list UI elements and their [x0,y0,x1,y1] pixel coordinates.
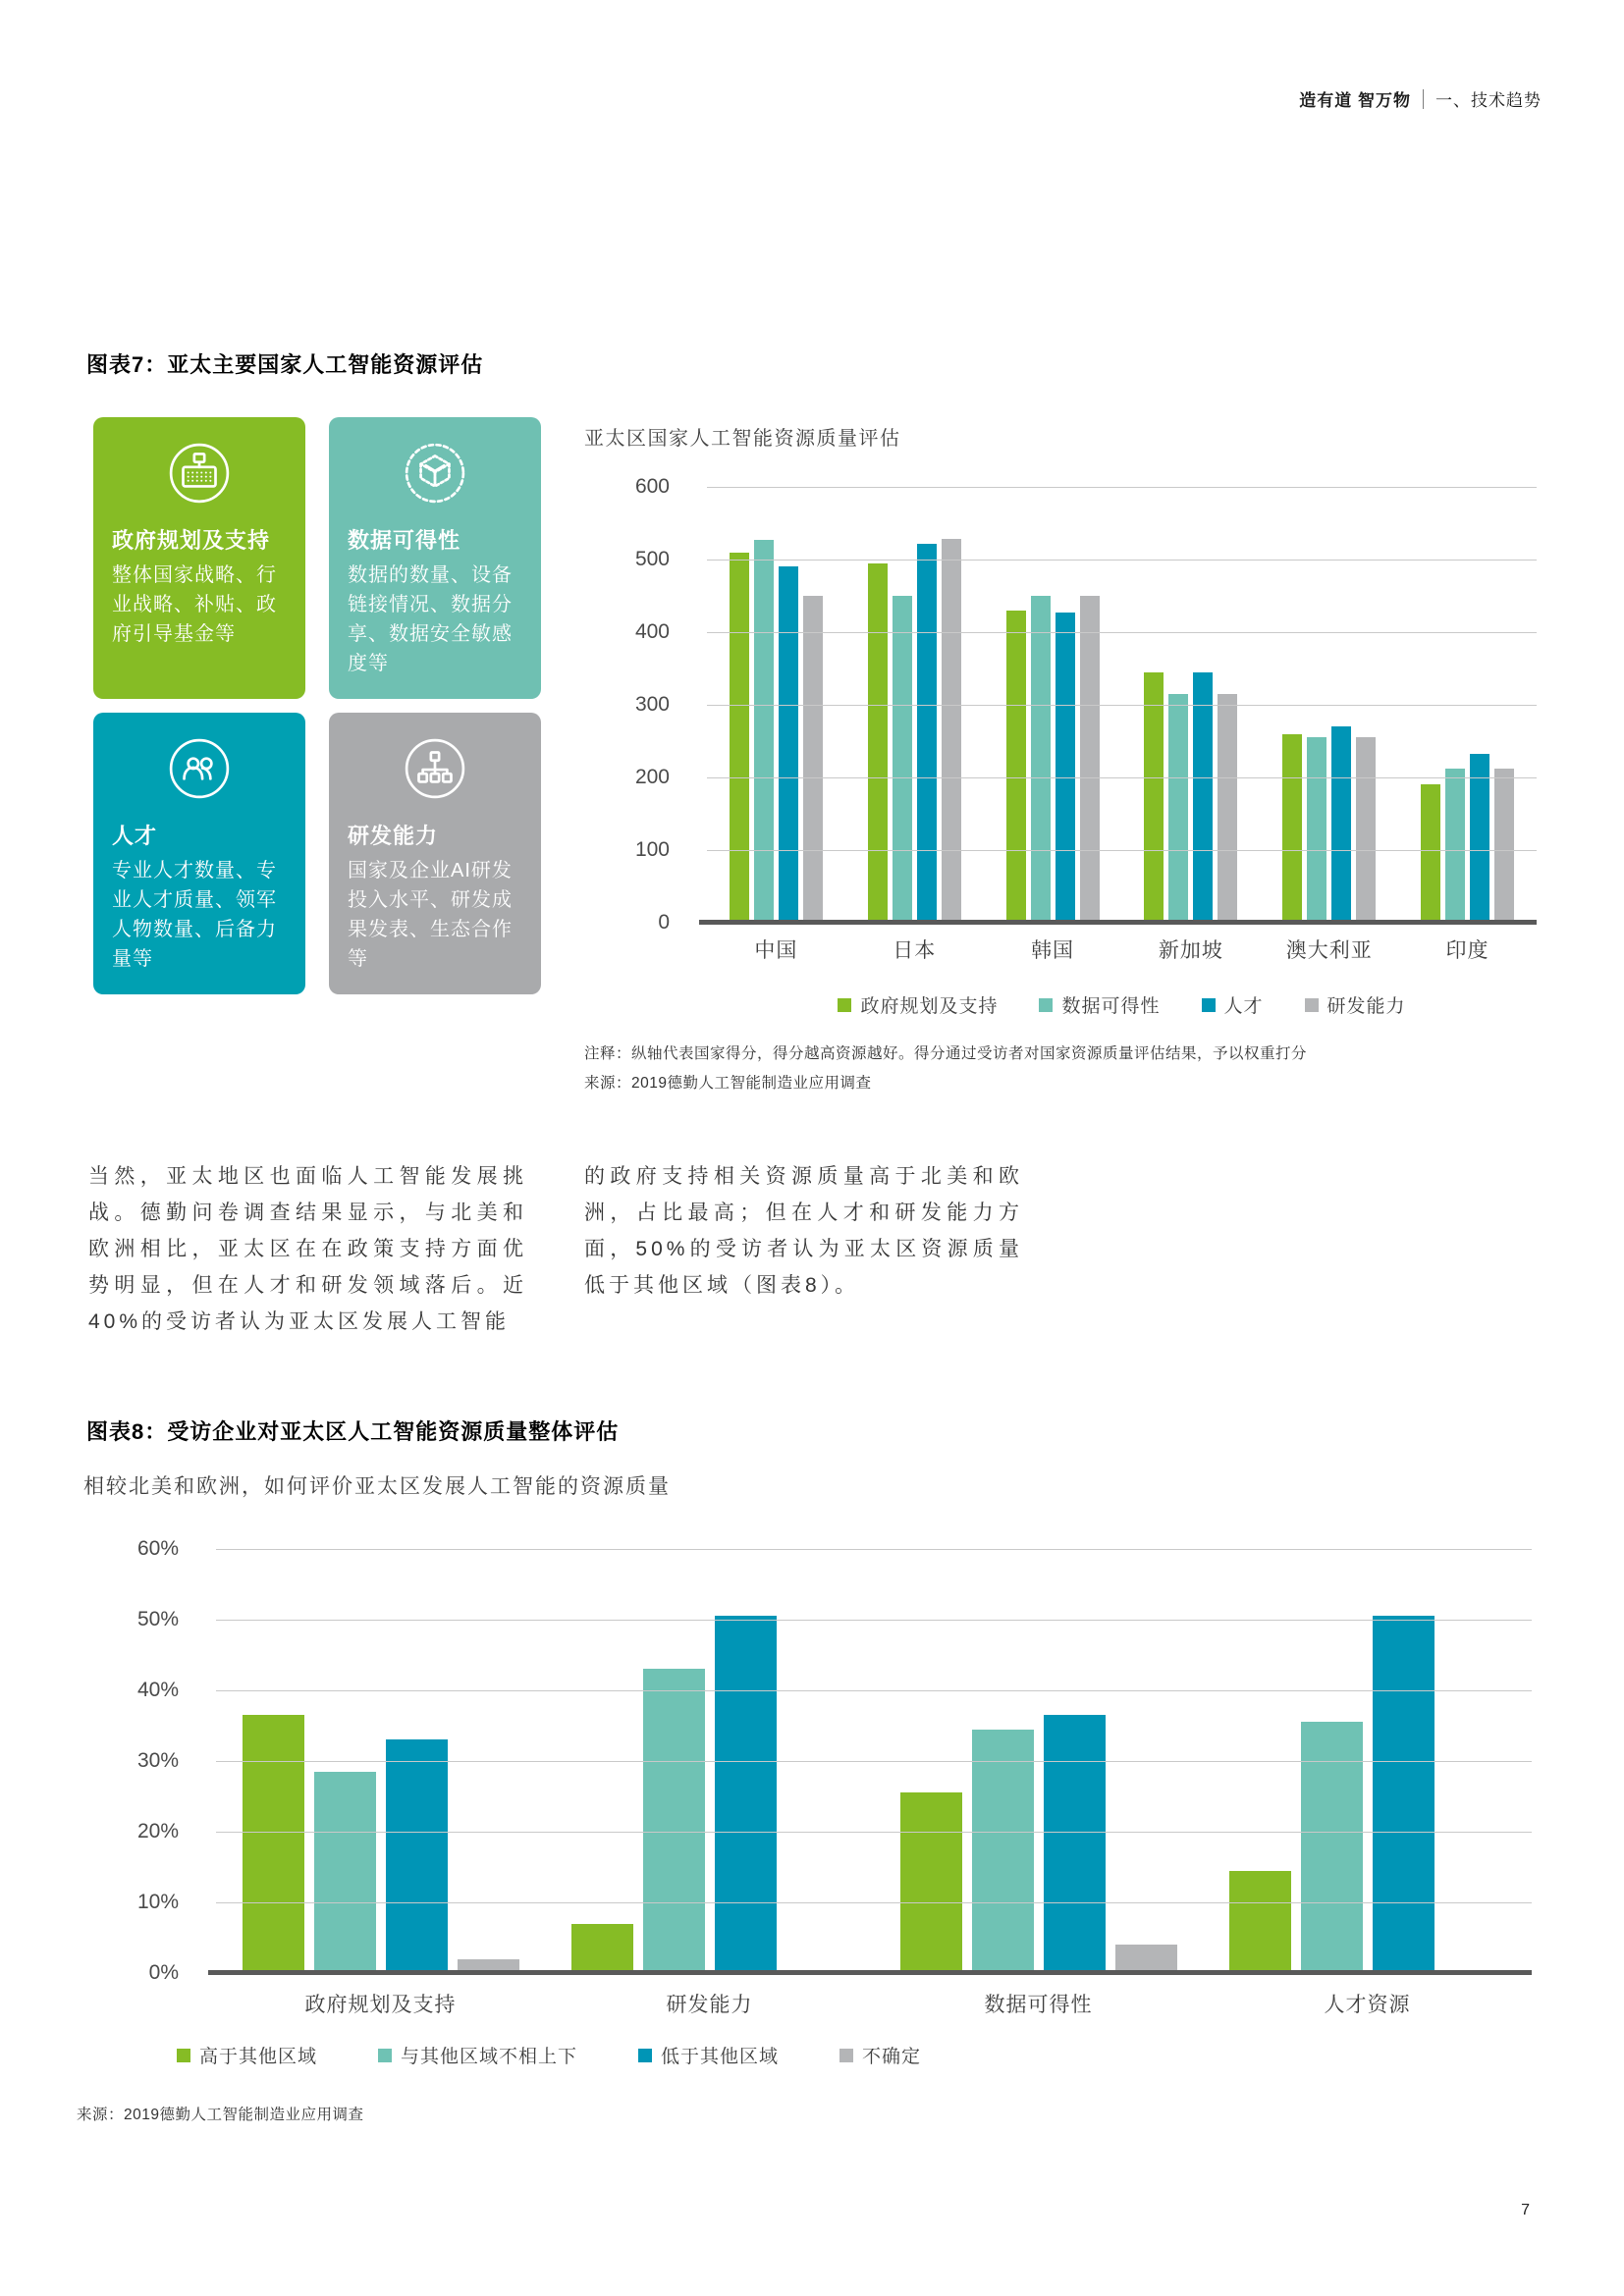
grid-line [216,1761,1532,1762]
bar [243,1715,304,1973]
x-category-label: 中国 [754,939,798,962]
bar [1494,769,1514,923]
legend-label: 低于其他区域 [661,2047,780,2067]
legend-swatch-icon [638,2049,652,2062]
bar [1331,726,1351,923]
y-tick-label: 300 [634,693,670,716]
body-paragraph-left: 当然，亚太地区也面临人工智能发展挑战。德勤问卷调查结果显示，与北美和欧洲相比，亚太区在在政策支持方面优势明显，但在人才和研发领域落后。近40%的受访者认为亚太区发展人工智能 [88,1165,527,1333]
box-title: 政府规划及支持 [112,528,271,553]
chart-title: 亚太区国家人工智能资源质量评估 [584,428,901,450]
bar [715,1616,777,1973]
legend-item [1305,991,1406,1018]
bar [1307,737,1326,923]
x-axis-labels [216,1989,1532,2018]
grid-line [216,1690,1532,1691]
bar [386,1739,448,1973]
x-axis-labels [707,934,1537,964]
grid-line [216,1549,1532,1550]
grid-line [216,1902,1532,1903]
y-tick-label: 40% [136,1679,179,1701]
bar [1218,694,1237,923]
x-axis-line [208,1970,1532,1975]
chart-legend [707,991,1537,1018]
x-category-label: 研发能力 [666,1994,753,2016]
bar [893,596,912,923]
legend-swatch-icon [839,2049,853,2062]
y-tick-label: 60% [136,1537,179,1560]
chart-country-resource-quality [584,422,1542,1098]
report-slogan: 造有道 智万物 [1299,91,1411,110]
figure8-source: 来源：2019德勤人工智能制造业应用调查 [77,2107,364,2123]
legend-label: 与其他区域不相上下 [401,2047,578,2067]
bar [1193,672,1213,923]
box-data-availability [329,417,541,699]
legend-item [1202,991,1264,1018]
legend-label: 不确定 [862,2047,922,2067]
legend-item [838,991,998,1018]
bar [1006,611,1026,923]
legend-label: 高于其他区域 [199,2047,318,2067]
y-tick-label: 600 [634,475,670,498]
x-category-label: 数据可得性 [984,1994,1093,2016]
box-rnd-capability [329,713,541,994]
legend-swatch-icon [1305,998,1319,1012]
grid-line [216,1620,1532,1621]
header-divider [1423,89,1424,109]
plot-area [136,1537,1532,1984]
bar [1356,737,1376,923]
legend-item [839,2042,921,2068]
chart-legend [177,2042,1537,2068]
legend-swatch-icon [1039,998,1053,1012]
data-cube-icon [348,441,522,510]
rnd-icon [348,736,522,806]
chart2-question-title: 相较北美和欧洲，如何评价亚太区发展人工智能的资源质量 [83,1475,671,1498]
legend-swatch-icon [378,2049,392,2062]
bar [900,1792,962,1973]
bar [803,596,823,923]
box-title: 人才 [112,824,158,848]
grid-line [707,560,1537,561]
legend-label: 研发能力 [1326,996,1406,1017]
y-tick-label: 10% [136,1891,179,1913]
bar [868,563,888,923]
talent-icon [112,736,287,806]
legend-swatch-icon [1202,998,1216,1012]
chapter-label: 一、技术趋势 [1435,91,1542,110]
page-number: 7 [1521,2202,1530,2218]
bar [1144,672,1164,923]
bar [754,540,774,923]
box-government-support [93,417,305,699]
legend-label: 数据可得性 [1061,996,1161,1017]
bar [1445,769,1465,923]
bar [314,1772,376,1973]
bar [730,553,749,923]
bar [1373,1616,1435,1973]
legend-swatch-icon [838,998,851,1012]
x-category-label: 政府规划及支持 [304,1994,457,2016]
y-tick-label: 200 [634,766,670,788]
chart-notes [584,1040,1542,1098]
box-body: 专业人才数量、专业人才质量、领军人物数量、后备力量等 [112,860,277,970]
box-body: 数据的数量、设备链接情况、数据分享、数据安全敏感度等 [348,564,513,674]
bar [917,544,937,923]
bar [942,539,961,923]
bar [1229,1871,1291,1973]
government-icon [112,441,287,510]
bar [1470,754,1489,923]
y-tick-label: 20% [136,1820,179,1842]
chart-region-quality-assessment [83,1522,1537,2068]
box-title: 研发能力 [348,824,439,848]
legend-item [177,2042,317,2068]
y-tick-label: 50% [136,1608,179,1630]
box-talent [93,713,305,994]
bar [1301,1722,1363,1973]
page-header [1299,86,1542,111]
bar [779,566,798,923]
y-tick-label: 0 [658,911,670,934]
grid-line [216,1832,1532,1833]
bar [1056,613,1075,923]
figure8-title: 图表8：受访企业对亚太区人工智能资源质量整体评估 [86,1419,620,1444]
plot-area [634,475,1537,934]
note-line: 注释：纵轴代表国家得分，得分越高资源越好。得分通过受访者对国家资源质量评估结果，予以权重打分 [584,1045,1308,1062]
legend-item [638,2042,779,2068]
grid-line [707,705,1537,706]
x-category-label: 新加坡 [1158,939,1223,962]
y-tick-label: 30% [136,1749,179,1772]
bar [1168,694,1188,923]
bar [1031,596,1051,923]
figure7-title: 图表7：亚太主要国家人工智能资源评估 [86,352,484,377]
y-tick-label: 400 [634,620,670,643]
legend-swatch-icon [177,2049,190,2062]
bar [972,1730,1034,1973]
grid-line [707,777,1537,778]
x-category-label: 印度 [1445,939,1489,962]
legend-label: 人才 [1223,996,1264,1017]
legend-item [378,2042,577,2068]
box-body: 国家及企业AI研发投入水平、研发成果发表、生态合作等 [348,860,513,970]
body-paragraph-right: 的政府支持相关资源质量高于北美和欧洲，占比最高；但在人才和研发能力方面，50%的受访者认为亚太区资源质量低于其他区域（图表8）。 [584,1165,1023,1297]
box-body: 整体国家战略、行业战略、补贴、政府引导基金等 [112,564,277,645]
x-category-label: 日本 [893,939,937,962]
x-axis-line [699,920,1537,925]
bar [571,1924,633,1973]
bar [1115,1945,1177,1973]
resource-dimension-boxes [93,417,541,994]
bar [1080,596,1100,923]
y-tick-label: 0% [148,1961,179,1984]
x-category-label: 韩国 [1031,939,1075,962]
bar [643,1669,705,1973]
grid-line [707,850,1537,851]
legend-label: 政府规划及支持 [860,996,999,1017]
x-category-label: 澳大利亚 [1285,939,1373,962]
source-line: 来源：2019德勤人工智能制造业应用调查 [584,1075,872,1092]
y-tick-label: 100 [634,838,670,861]
box-title: 数据可得性 [348,528,461,553]
legend-item [1039,991,1160,1018]
bar [1044,1715,1106,1973]
y-tick-label: 500 [634,548,670,570]
grid-line [707,487,1537,488]
x-category-label: 人才资源 [1324,1994,1411,2016]
bar [1421,784,1440,923]
bar [1282,734,1302,923]
grid-line [707,632,1537,633]
